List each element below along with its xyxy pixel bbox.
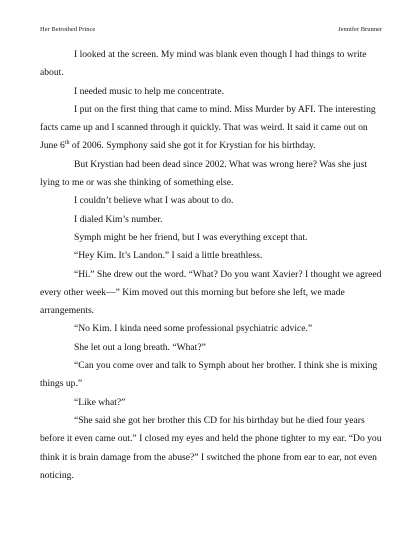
paragraph-text: I put on the first thing that came to mind. Miss Murder by AFI. The interesting facts came up and I scanned through it quickly. That was weird. It said it came out on June 6 bbox=[40, 103, 376, 152]
header-author: Jennifer Brunner bbox=[338, 26, 382, 33]
paragraph: “Can you come over and talk to Symph about her brother. I think she is mixing things up.” bbox=[40, 360, 378, 390]
running-header bbox=[40, 26, 382, 33]
header-title: Her Betrothed Prince bbox=[40, 26, 96, 33]
paragraph-text: of 2006. Symphony said she got it for Krystian for his birthday. bbox=[69, 140, 316, 152]
paragraph: Symph might be her friend, but I was everything except that. bbox=[74, 231, 308, 243]
ordinal-suffix: th bbox=[64, 140, 70, 147]
paragraph: I needed music to help me concentrate. bbox=[74, 85, 224, 97]
paragraph: I looked at the screen. My mind was blank even though I had things to write about. bbox=[40, 49, 367, 79]
paragraph: “Like what?” bbox=[74, 396, 126, 408]
paragraph: I dialed Kim’s number. bbox=[74, 213, 163, 225]
body-text bbox=[40, 46, 384, 485]
paragraph: “Hi.” She drew out the word. “What? Do you want Xavier? I thought we agreed every other week—” Kim moved out this morning but before she left, we made arrangements. bbox=[40, 268, 382, 317]
paragraph: But Krystian had been dead since 2002. What was wrong here? Was she just lying to me or was she thinking of something else. bbox=[40, 158, 368, 189]
paragraph: She let out a long breath. “What?” bbox=[74, 341, 206, 353]
paragraph: I couldn’t believe what I was about to do. bbox=[74, 195, 234, 207]
paragraph: “Hey Kim. It’s Landon.” I said a little breathless. bbox=[74, 250, 263, 262]
paragraph: “No Kim. I kinda need some professional psychiatric advice.” bbox=[74, 323, 313, 335]
paragraph bbox=[40, 101, 384, 156]
paragraph: “She said she got her brother this CD for his birthday but he died four years before it even came out.” I closed my eyes and held the phone tighter to my ear. “Do you think it is brain damage from the abuse?” I switched the phone from ear to ear, not even noticing. bbox=[40, 414, 382, 481]
